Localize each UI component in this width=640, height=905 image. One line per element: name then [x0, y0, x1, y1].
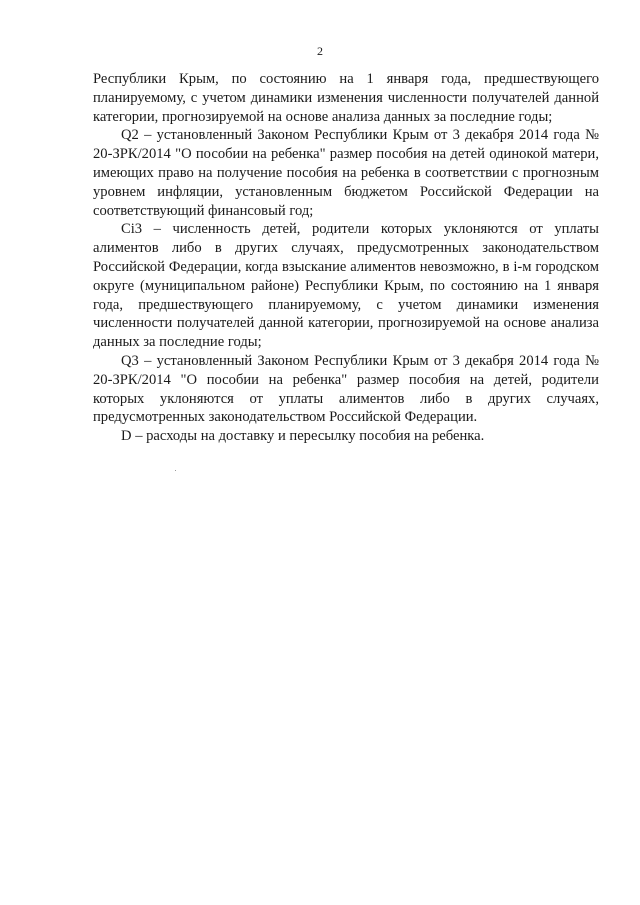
document-body: [93, 70, 599, 446]
scan-artifact: [175, 470, 176, 471]
paragraph-continuation: Республики Крым, по состоянию на 1 января года, предшествующего планируемому, с учетом динамики изменения численности получателей данной категории, прогнозируемой на основе анализа данных за последние годы;: [93, 71, 599, 125]
paragraph-q3-definition: Q3 – установленный Законом Республики Крым от 3 декабря 2014 года № 20-ЗРК/2014 "О пособии на ребенка" размер пособия на детей, родители которых уклоняются от уплаты алиментов либо в других случаях, предусмотренных законодательством Российской Федерации.: [93, 352, 599, 426]
paragraph-d-definition: D – расходы на доставку и пересылку пособия на ребенка.: [121, 428, 485, 445]
page-number: 2: [317, 44, 323, 58]
paragraph-q2-definition: Q2 – установленный Законом Республики Крым от 3 декабря 2014 года № 20-ЗРК/2014 "О пособии на ребенка" размер пособия на детей одинокой матери, имеющих право на получение пособия на ребенка в соответствии с прогнозным уровнем инфляции, установленным бюджетом Российской Федерации на соответствующий финансовый год;: [93, 127, 599, 219]
paragraph-ci3-definition: Ci3 – численность детей, родители которых уклоняются от уплаты алиментов либо в других случаях, предусмотренных законодательством Российской Федерации, когда взыскание алиментов невозможно, в i-м городском округе (муниципальном районе) Республики Крым, по состоянию на 1 января года, предшествующего планируемому, с учетом динамики изменения численности получателей данной категории, прогнозируемой на основе анализа данных за последние годы;: [93, 221, 599, 351]
